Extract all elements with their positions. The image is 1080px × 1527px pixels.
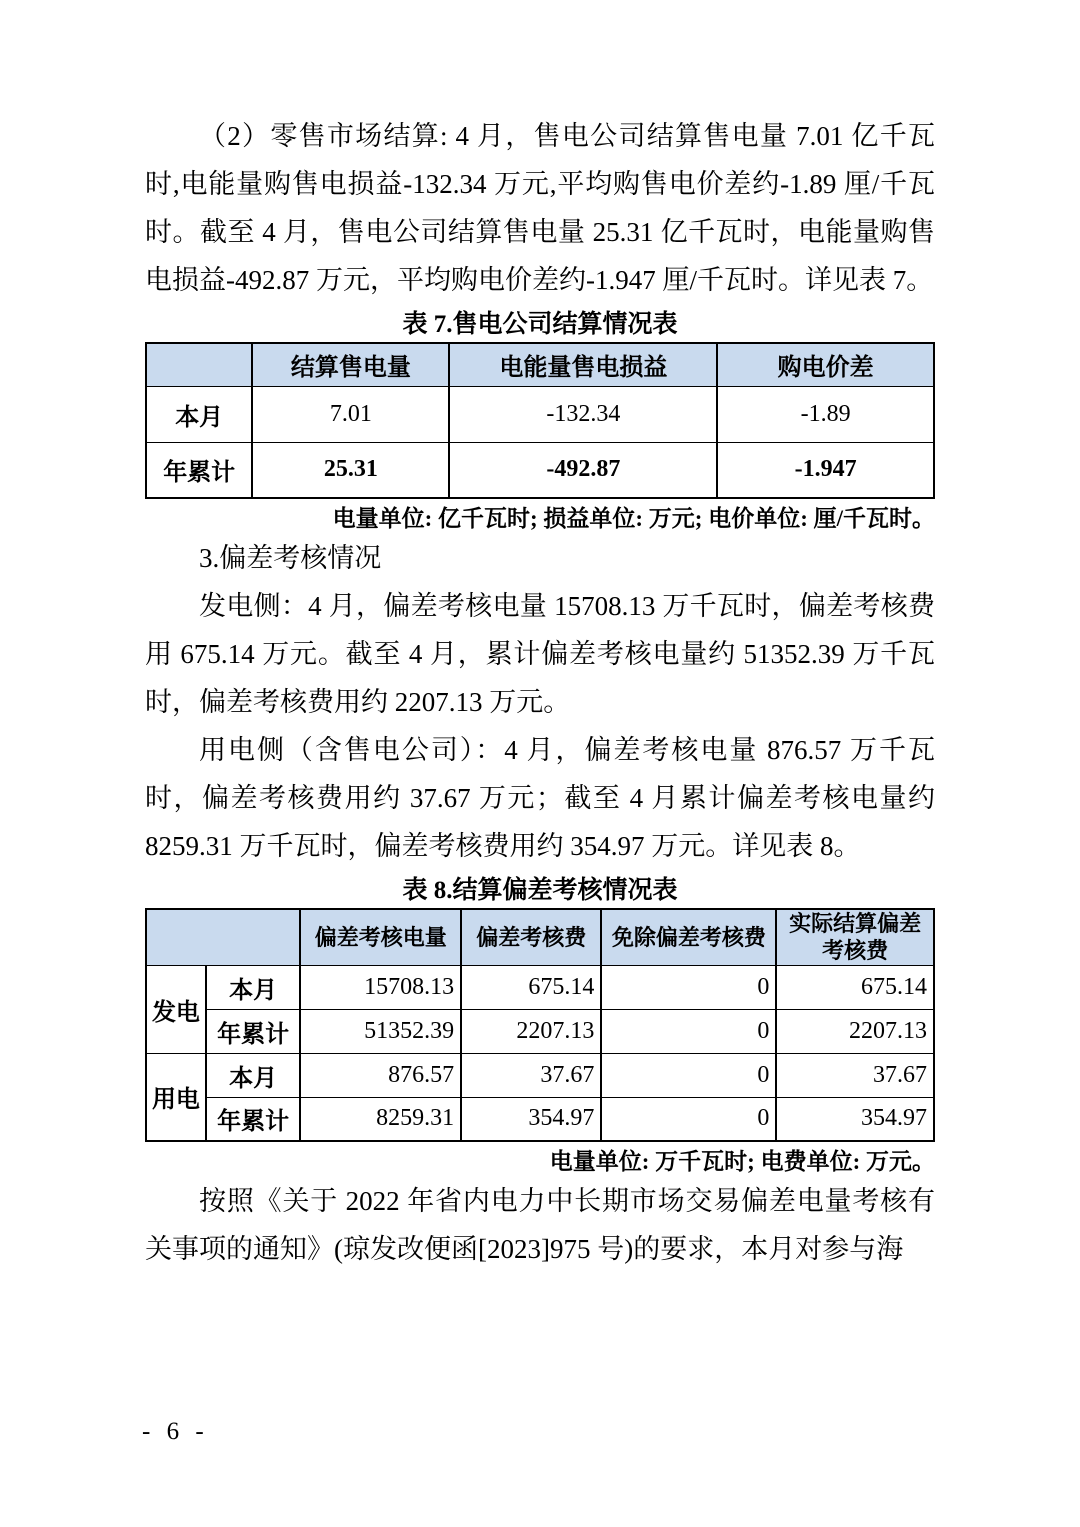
table7-header-energy-loss: 电能量售电损益 xyxy=(449,343,717,386)
paragraph-consumption-side: 用电侧（含售电公司）：4 月，偏差考核电量 876.57 万千瓦时，偏差考核费用约 37.67 万元；截至 4 月累计偏差考核电量约 8259.31 万千瓦时，偏差考核费用约 354.97 万元。详见表 8。 xyxy=(145,735,935,861)
table8-unit-note: 电量单位: 万千瓦时; 电费单位: 万元。 xyxy=(549,1149,935,1174)
cell: 7.01 xyxy=(252,386,449,442)
cell: 675.14 xyxy=(776,965,934,1009)
cell: 37.67 xyxy=(461,1053,601,1097)
cell: 0 xyxy=(601,1053,776,1097)
table8-row-use-ytd xyxy=(146,1097,934,1141)
cell: 354.97 xyxy=(461,1097,601,1141)
table8-corner-cell xyxy=(146,909,300,965)
cell: 0 xyxy=(601,1009,776,1053)
row-label: 年累计 xyxy=(146,442,252,498)
table-8 xyxy=(145,908,935,1142)
cell: 8259.31 xyxy=(300,1097,461,1141)
cell: 25.31 xyxy=(252,442,449,498)
cell: -1.89 xyxy=(717,386,934,442)
table8-title: 表 8.结算偏差考核情况表 xyxy=(402,877,678,904)
cell: 0 xyxy=(601,965,776,1009)
table7-unit-note: 电量单位: 亿千瓦时; 损益单位: 万元; 电价单位: 厘/千瓦时。 xyxy=(332,506,935,531)
group-label-generation: 发电 xyxy=(146,965,206,1053)
cell: 876.57 xyxy=(300,1053,461,1097)
table8-header-actual-settled-fee: 实际结算偏差考核费 xyxy=(776,909,934,965)
page-number: - 6 - xyxy=(142,1418,204,1445)
table7-row-month xyxy=(146,386,934,442)
row-label: 年累计 xyxy=(206,1009,301,1053)
paragraph-generation-side: 发电侧：4 月，偏差考核电量 15708.13 万千瓦时，偏差考核费用 675.14 万元。截至 4 月，累计偏差考核电量约 51352.39 万千瓦时，偏差考核费用约 2207.13 万元。 xyxy=(145,591,935,717)
row-label: 本月 xyxy=(206,965,301,1009)
cell: 675.14 xyxy=(461,965,601,1009)
table7-title: 表 7.售电公司结算情况表 xyxy=(402,311,678,338)
row-label: 年累计 xyxy=(206,1097,301,1141)
cell: 15708.13 xyxy=(300,965,461,1009)
cell: -132.34 xyxy=(449,386,717,442)
cell: 0 xyxy=(601,1097,776,1141)
cell: 51352.39 xyxy=(300,1009,461,1053)
section3-heading: 3.偏差考核情况 xyxy=(199,543,382,573)
table8-header-row xyxy=(146,909,934,965)
table8-header-exempted-fee: 免除偏差考核费 xyxy=(601,909,776,965)
paragraph-retail-settlement: （2）零售市场结算: 4 月，售电公司结算售电量 7.01 亿千瓦时,电能量购售电损益-132.34 万元,平均购售电价差约-1.89 厘/千瓦时。截至 4 月，售电公司结算售电量 25.31 亿千瓦时，电能量购售电损益-492.87 万元，平均购电价差约-1.947 厘/千瓦时。详见表 7。 xyxy=(145,121,935,295)
cell: 2207.13 xyxy=(776,1009,934,1053)
table7-corner-cell xyxy=(146,343,252,386)
table8-row-use-month xyxy=(146,1053,934,1097)
table7-header-row xyxy=(146,343,934,386)
row-label: 本月 xyxy=(206,1053,301,1097)
page-content xyxy=(145,112,935,1273)
cell: -1.947 xyxy=(717,442,934,498)
table7-header-price-diff: 购电价差 xyxy=(717,343,934,386)
cell: -492.87 xyxy=(449,442,717,498)
group-label-consumption: 用电 xyxy=(146,1053,206,1141)
table7-row-ytd xyxy=(146,442,934,498)
cell: 2207.13 xyxy=(461,1009,601,1053)
row-label: 本月 xyxy=(146,386,252,442)
table7-header-settled-volume: 结算售电量 xyxy=(252,343,449,386)
table8-row-gen-ytd xyxy=(146,1009,934,1053)
table8-row-gen-month xyxy=(146,965,934,1009)
cell: 354.97 xyxy=(776,1097,934,1141)
paragraph-closing: 按照《关于 2022 年省内电力中长期市场交易偏差电量考核有关事项的通知》(琼发改便函[2023]975 号)的要求，本月对参与海 xyxy=(145,1186,935,1264)
table8-header-assessment-fee: 偏差考核费 xyxy=(461,909,601,965)
table-7 xyxy=(145,342,935,499)
cell: 37.67 xyxy=(776,1053,934,1097)
table8-header-assessed-volume: 偏差考核电量 xyxy=(300,909,461,965)
